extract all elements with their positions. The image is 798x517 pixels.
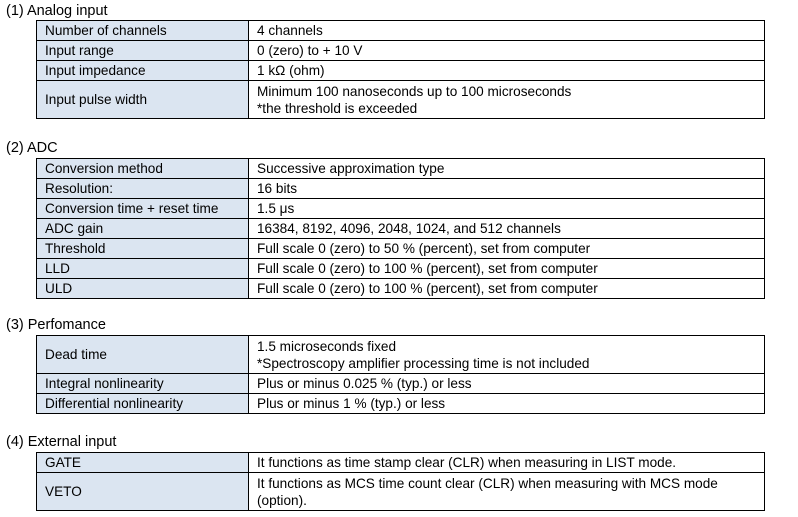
row-value	[249, 259, 765, 279]
value-line: 1.5 microseconds fixed	[257, 338, 397, 354]
row-label: GATE	[37, 453, 249, 473]
value-line: Successive approximation type	[257, 161, 445, 176]
spec-table	[36, 335, 765, 414]
value-line: Full scale 0 (zero) to 100 % (percent), set from computer	[257, 281, 598, 296]
value-line: Minimum 100 nanoseconds up to 100 microseconds	[257, 83, 572, 99]
row-label: Number of channels	[37, 21, 249, 41]
row-value	[249, 453, 765, 473]
table-row	[37, 61, 765, 81]
table-row	[37, 239, 765, 259]
row-value	[249, 179, 765, 199]
row-value	[249, 81, 765, 119]
row-value	[249, 394, 765, 414]
spec-table	[36, 452, 765, 511]
value-line: 16384, 8192, 4096, 2048, 1024, and 512 channels	[257, 221, 561, 236]
row-label: Resolution:	[37, 179, 249, 199]
row-label: Input pulse width	[37, 81, 249, 119]
table-row	[37, 473, 765, 511]
section-heading: (2) ADC	[6, 140, 58, 156]
value-line: (option).	[257, 492, 307, 508]
row-value	[249, 159, 765, 179]
row-value	[249, 279, 765, 299]
section-heading: (3) Perfomance	[6, 317, 106, 333]
table-row	[37, 453, 765, 473]
row-value	[249, 473, 765, 511]
table-row	[37, 279, 765, 299]
value-line: It functions as MCS time count clear (CLR) when measuring with MCS mode	[257, 475, 718, 491]
value-line: *Spectroscopy amplifier processing time is not included	[257, 355, 590, 371]
row-label: Conversion method	[37, 159, 249, 179]
table-row	[37, 21, 765, 41]
table-row	[37, 336, 765, 374]
row-value	[249, 239, 765, 259]
value-line: 16 bits	[257, 181, 298, 196]
section-heading: (4) External input	[6, 434, 117, 450]
value-line: *the threshold is exceeded	[257, 100, 418, 116]
row-label: VETO	[37, 473, 249, 511]
row-value	[249, 336, 765, 374]
value-line: Plus or minus 0.025 % (typ.) or less	[257, 376, 472, 391]
row-value	[249, 61, 765, 81]
row-label: ADC gain	[37, 219, 249, 239]
table-row	[37, 259, 765, 279]
row-value	[249, 41, 765, 61]
row-label: Threshold	[37, 239, 249, 259]
table-row	[37, 159, 765, 179]
table-row	[37, 41, 765, 61]
value-line: 1 kΩ (ohm)	[257, 63, 325, 78]
section-heading: (1) Analog input	[6, 3, 108, 19]
table-row	[37, 374, 765, 394]
value-line: Plus or minus 1 % (typ.) or less	[257, 396, 446, 411]
value-line: 4 channels	[257, 23, 323, 38]
row-label: Integral nonlinearity	[37, 374, 249, 394]
row-label: ULD	[37, 279, 249, 299]
row-label: LLD	[37, 259, 249, 279]
table-row	[37, 219, 765, 239]
value-line: Full scale 0 (zero) to 100 % (percent), set from computer	[257, 261, 598, 276]
spec-table	[36, 158, 765, 299]
table-row	[37, 394, 765, 414]
table-row	[37, 81, 765, 119]
table-row	[37, 179, 765, 199]
spec-table	[36, 20, 765, 119]
value-line: 1.5 μs	[257, 201, 295, 216]
value-line: It functions as time stamp clear (CLR) when measuring in LIST mode.	[257, 455, 677, 470]
row-value	[249, 21, 765, 41]
row-value	[249, 374, 765, 394]
value-line: Full scale 0 (zero) to 50 % (percent), set from computer	[257, 241, 591, 256]
value-line: 0 (zero) to + 10 V	[257, 43, 363, 58]
row-value	[249, 219, 765, 239]
row-label: Input impedance	[37, 61, 249, 81]
row-label: Dead time	[37, 336, 249, 374]
row-label: Conversion time + reset time	[37, 199, 249, 219]
row-value	[249, 199, 765, 219]
row-label: Differential nonlinearity	[37, 394, 249, 414]
table-row	[37, 199, 765, 219]
row-label: Input range	[37, 41, 249, 61]
